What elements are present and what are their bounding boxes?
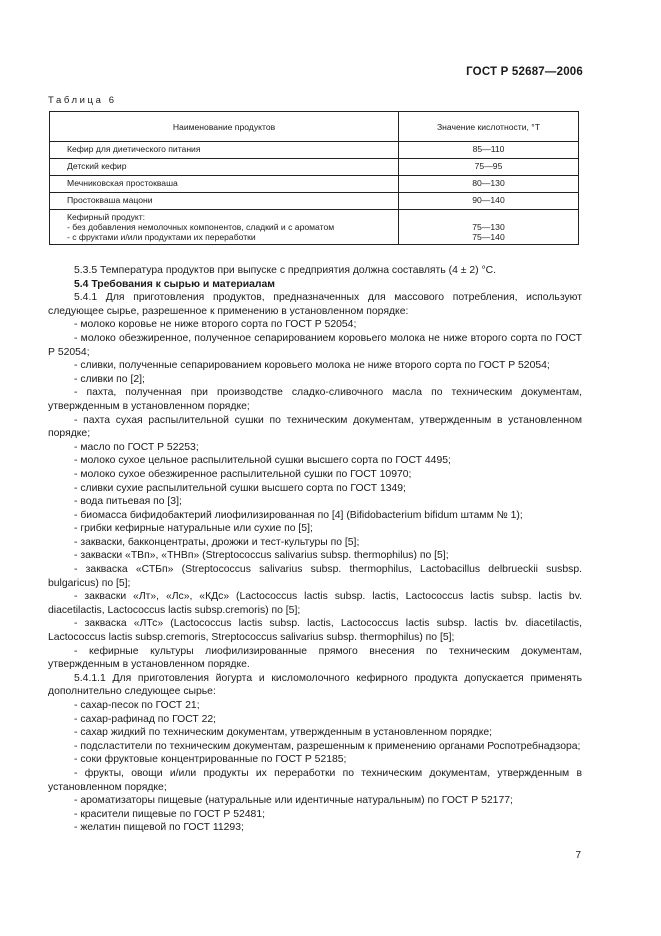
list-item: - сахар-рафинад по ГОСТ 22; xyxy=(74,713,217,725)
table-caption: Таблица 6 xyxy=(48,95,117,106)
acidity-value: 90—140 xyxy=(399,193,579,210)
table-row xyxy=(50,210,579,245)
list-item: - подсластители по техническим документам, разрешенным к применению органами Роспотребнадзора; xyxy=(74,740,581,752)
acidity-value: 75—95 xyxy=(399,159,579,176)
list-item: - желатин пищевой по ГОСТ 11293; xyxy=(74,822,244,834)
list-item: - кефирные культуры лиофилизированные прямого внесения по техническим документам, утвержденным в установленном порядке. xyxy=(48,645,582,671)
product-name: Простокваша мацони xyxy=(50,193,399,210)
list-item: - красители пищевые по ГОСТ Р 52481; xyxy=(74,808,265,820)
list-item: - сливки, полученные сепарированием коровьего молока не ниже второго сорта по ГОСТ Р 52054; xyxy=(74,360,550,372)
kefir-variant: - с фруктами и/или продуктами их переработки xyxy=(67,232,256,242)
column-header-name: Наименование продуктов xyxy=(50,112,399,142)
list-item: - фрукты, овощи и/или продукты их переработки по техническим документам, утвержденным в установленном порядке; xyxy=(48,767,582,793)
list-item: - сливки сухие распылительной сушки высшего сорта по ГОСТ 1349; xyxy=(74,482,406,494)
kefir-variant: - без добавления немолочных компонентов, сладкий и с ароматом xyxy=(67,222,335,232)
document-id: ГОСТ Р 52687—2006 xyxy=(466,66,583,78)
list-item: - сливки по [2]; xyxy=(74,373,145,385)
clause-5-4-1-1: 5.4.1.1 Для приготовления йогурта и кисломолочного кефирного продукта допускается применять дополнительно следующее сырье: xyxy=(48,672,582,698)
acidity-value-1: 75—130 xyxy=(472,222,505,232)
product-name: Детский кефир xyxy=(50,159,399,176)
acidity-value-2: 75—140 xyxy=(472,232,505,242)
list-item: - закваска «ЛТс» (Lactococcus lactis subsp. lactis, Lactococcus lactis subsp. lactis bv. diacetilactis, Lactococcus lactis subsp.cremoris, Streptococcus salivarius subsp. thermophilus) по [5]; xyxy=(48,618,582,644)
additional-materials-list xyxy=(48,699,582,835)
product-name: Мечниковская простокваша xyxy=(50,176,399,193)
product-name xyxy=(50,210,399,245)
acidity-table xyxy=(49,111,579,245)
clause-5-4-1: 5.4.1 Для приготовления продуктов, предназначенных для массового потребления, используют следующее сырье, разрешенное к применению в установленном порядке: xyxy=(48,292,582,317)
acidity-value: 85—110 xyxy=(399,142,579,159)
list-item: - закваски, бакконцентраты, дрожжи и тест-культуры по [5]; xyxy=(74,536,360,548)
list-item: - молоко обезжиренное, полученное сепарированием коровьего молока не ниже второго сорта по ГОСТ Р 52054; xyxy=(48,332,582,358)
page-number: 7 xyxy=(575,850,581,861)
list-item: - сахар-песок по ГОСТ 21; xyxy=(74,700,200,711)
table-row xyxy=(50,193,579,210)
list-item: - биомасса бифидобактерий лиофилизированная по [4] (Bifidobacterium bifidum штамм № 1); xyxy=(74,509,523,521)
acidity-value: 80—130 xyxy=(399,176,579,193)
list-item: - ароматизаторы пищевые (натуральные или идентичные натуральным) по ГОСТ Р 52177; xyxy=(74,795,513,807)
kefir-title: Кефирный продукт: xyxy=(67,212,146,222)
acidity-value xyxy=(399,210,579,245)
list-item: - сахар жидкий по техническим документам, утвержденным в установленном порядке; xyxy=(74,727,493,739)
list-item: - вода питьевая по [3]; xyxy=(74,496,182,508)
product-name: Кефир для диетического питания xyxy=(50,142,399,159)
list-item: - пахта, полученная при производстве сладко-сливочного масла по техническим документам, утвержденным в установленном порядке; xyxy=(48,387,582,412)
table-header-row xyxy=(50,112,579,142)
list-item: - грибки кефирные натуральные или сухие по [5]; xyxy=(74,523,313,535)
list-item: - пахта сухая распылительной сушки по техническим документам, утвержденным в установленном порядке; xyxy=(48,414,582,440)
list-item: - закваски «ТВп», «ТНВп» (Streptococcus salivarius subsp. thermophilus) по [5]; xyxy=(74,550,449,562)
clause-5-3-5: 5.3.5 Температура продуктов при выпуске с предприятия должна составлять (4 ± 2) °С. xyxy=(74,265,497,276)
table-row xyxy=(50,159,579,176)
list-item: - масло по ГОСТ Р 52253; xyxy=(74,441,199,453)
list-item: - закваски «Лт», «Лс», «КДс» (Lactococcus lactis subsp. lactis, Lactococcus lactis subsp. lactis bv. diacetilactis, Lactococcus lactis subsp.cremoris) по [5]; xyxy=(48,591,582,616)
list-item: - соки фруктовые концентрированные по ГОСТ Р 52185; xyxy=(74,754,347,766)
list-item: - молоко сухое обезжиренное распылительной сушки по ГОСТ 10970; xyxy=(74,468,412,480)
list-item: - молоко сухое цельное распылительной сушки высшего сорта по ГОСТ 4495; xyxy=(74,455,451,467)
raw-materials-list xyxy=(48,318,582,671)
column-header-value: Значение кислотности, °Т xyxy=(399,112,579,142)
section-heading-5-4: 5.4 Требования к сырью и материалам xyxy=(74,278,275,290)
table-row xyxy=(50,176,579,193)
table-row xyxy=(50,142,579,159)
list-item: - молоко коровье не ниже второго сорта по ГОСТ Р 52054; xyxy=(74,319,357,331)
body-text xyxy=(48,264,582,835)
list-item: - закваска «СТБп» (Streptococcus salivarius subsp. thermophilus, Lactobacillus delbrueckii susbsp. bulgaricus) по [5]; xyxy=(48,564,582,589)
